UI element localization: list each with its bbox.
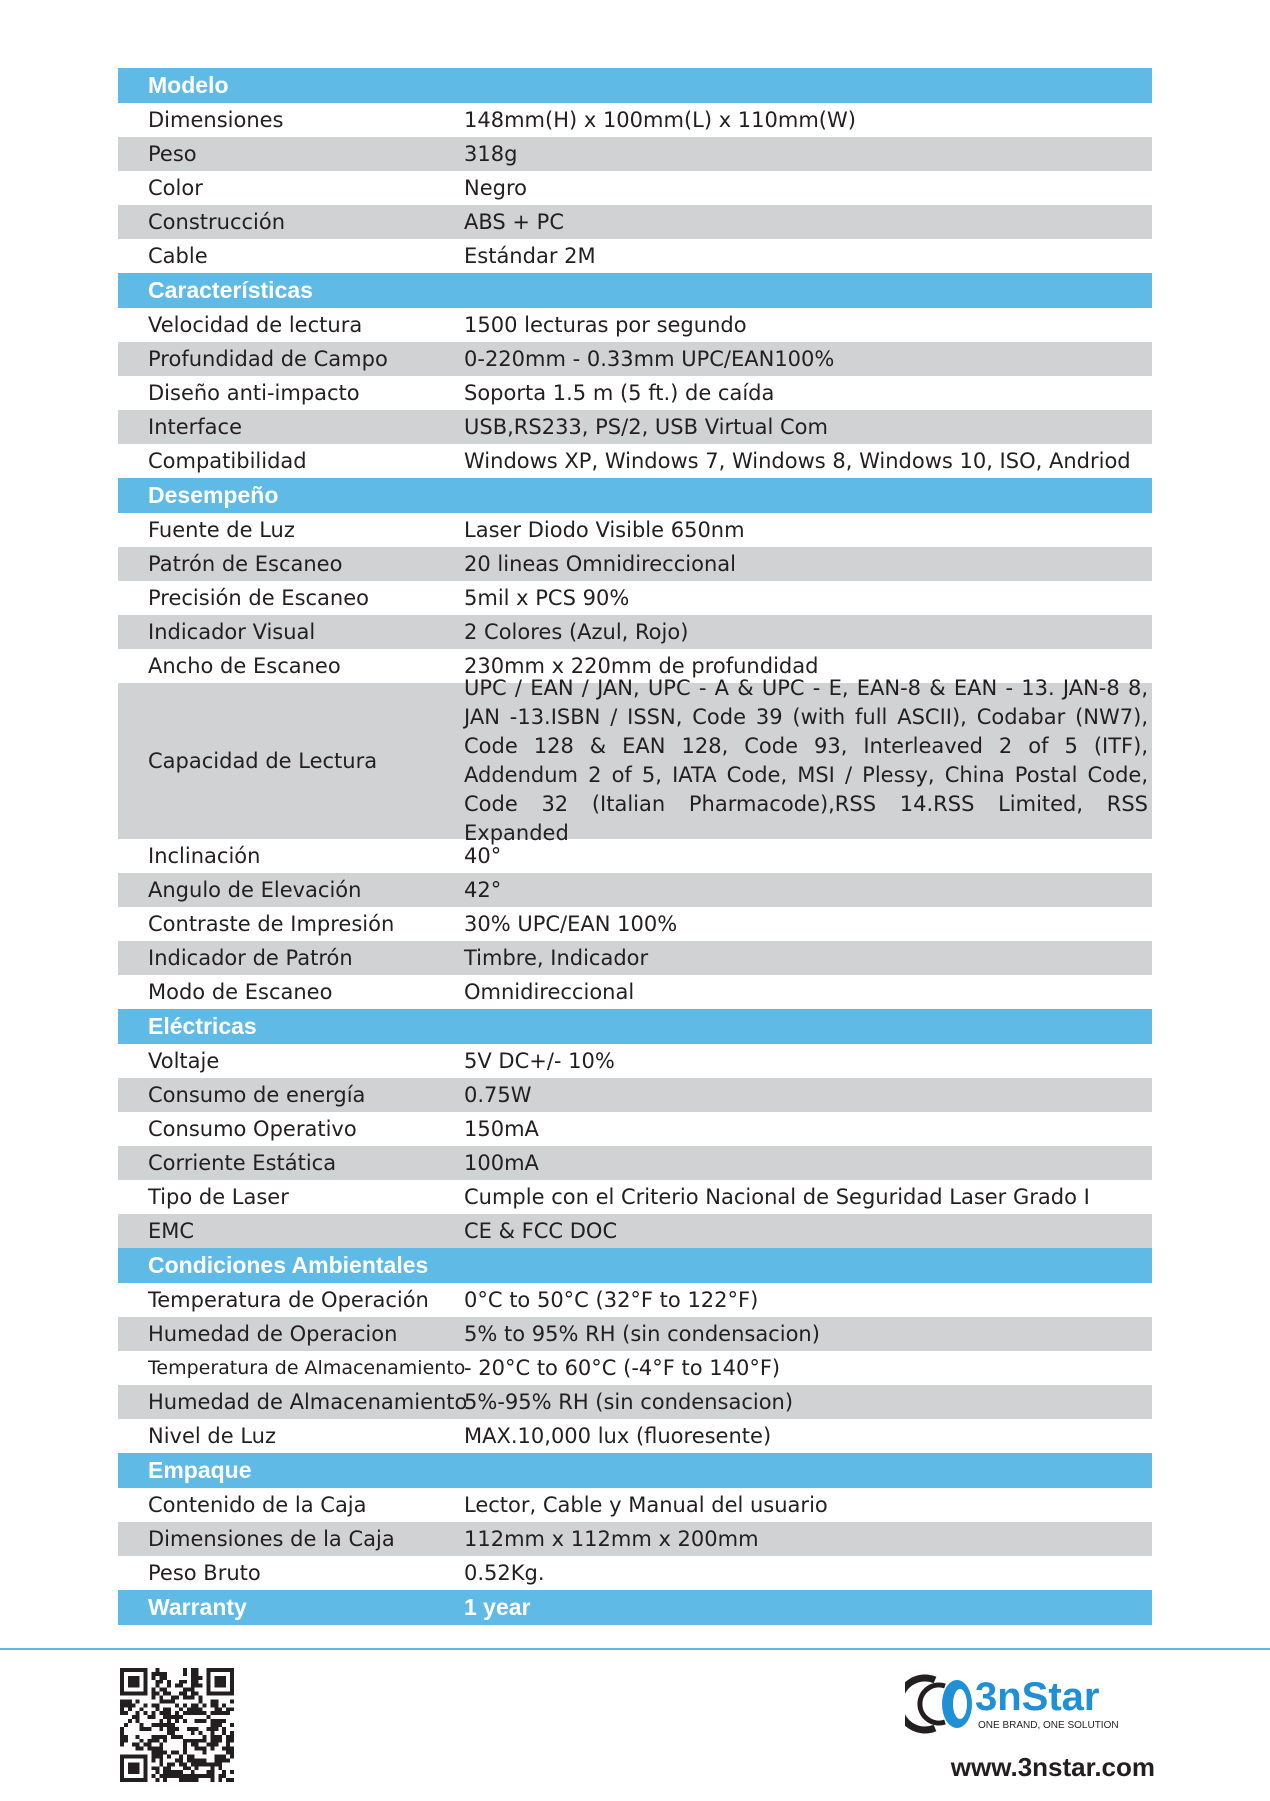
spec-value: Soporta 1.5 m (5 ft.) de caída [464,381,775,405]
footer-divider [0,1648,1270,1650]
spec-label: Indicador de Patrón [148,946,353,970]
spec-value: 148mm(H) x 100mm(L) x 110mm(W) [464,108,856,132]
spec-value: 30% UPC/EAN 100% [464,912,678,936]
spec-row [118,103,1152,137]
spec-label: Modo de Escaneo [148,980,333,1004]
section-title: Condiciones Ambientales [148,1252,429,1278]
section-title: Desempeño [148,482,279,508]
spec-value: 5V DC+/- 10% [464,1049,615,1073]
spec-label: Humedad de Almacenamiento [148,1390,468,1414]
spec-row [118,547,1152,581]
spec-row [118,205,1152,239]
spec-label: Temperatura de Almacenamiento [148,1357,466,1379]
spec-label: Voltaje [148,1049,220,1073]
spec-label: Diseño anti-impacto [148,381,360,405]
spec-value: 112mm x 112mm x 200mm [464,1527,759,1551]
spec-label: Construcción [148,210,286,234]
section-header-electricas [118,1009,1152,1044]
website-url: www.3nstar.com [950,1752,1155,1782]
spec-value: CE & FCC DOC [464,1219,618,1243]
spec-label: Velocidad de lectura [148,313,363,337]
spec-row [118,1556,1152,1590]
spec-row [118,1180,1152,1214]
spec-value: - 20°C to 60°C (-4°F to 140°F) [464,1356,781,1380]
section-header-modelo [118,68,1152,103]
spec-row [118,581,1152,615]
spec-label: Color [148,176,203,200]
spec-row [118,1078,1152,1112]
spec-row [118,1351,1152,1385]
spec-row [118,1488,1152,1522]
spec-label: Dimensiones [148,108,284,132]
spec-value: 5mil x PCS 90% [464,586,630,610]
spec-label: Dimensiones de la Caja [148,1527,395,1551]
spec-label: Fuente de Luz [148,518,295,542]
spec-value: Estándar 2M [464,244,596,268]
section-header-caracteristicas [118,273,1152,308]
spec-row [118,1419,1152,1453]
3nstar-logo-icon [905,1666,1155,1742]
section-header-empaque [118,1453,1152,1488]
spec-label: Consumo Operativo [148,1117,357,1141]
spec-value: Lector, Cable y Manual del usuario [464,1493,828,1517]
spec-row [118,513,1152,547]
spec-label: Capacidad de Lectura [148,749,378,773]
spec-label: Profundidad de Campo [148,347,388,371]
spec-row [118,615,1152,649]
section-header-condiciones-ambientales [118,1248,1152,1283]
spec-label: Cable [148,244,208,268]
spec-value: 230mm x 220mm de profundidad [464,654,819,678]
spec-value-line: Code 128 & EAN 128, Code 93, Interleaved 2 of 5 (ITF), [464,734,1148,758]
spec-row [118,1283,1152,1317]
brand-name: 3nStar [975,1675,1100,1719]
spec-value: 150mA [464,1117,539,1141]
spec-value: 318g [464,142,518,166]
spec-value: 0.75W [464,1083,532,1107]
spec-value: 40° [464,844,502,868]
spec-value-multiline [464,674,1152,848]
spec-value: 0.52Kg. [464,1561,545,1585]
spec-value-line: Code 32 (Italian Pharmacode),RSS 14.RSS Limited, RSS Expanded [464,792,1148,845]
spec-value: Omnidireccional [464,980,635,1004]
spec-value: 100mA [464,1151,539,1175]
spec-value: Cumple con el Criterio Nacional de Seguridad Laser Grado I [464,1185,1090,1209]
spec-label: Corriente Estática [148,1151,337,1175]
spec-row [118,342,1152,376]
spec-row [118,1317,1152,1351]
spec-row [118,410,1152,444]
spec-value: MAX.10,000 lux (fluoresente) [464,1424,772,1448]
spec-row [118,171,1152,205]
spec-row [118,1385,1152,1419]
spec-row [118,1522,1152,1556]
spec-value: 5%-95% RH (sin condensacion) [464,1390,794,1414]
spec-label: Patrón de Escaneo [148,552,343,576]
spec-row [118,1146,1152,1180]
spec-table [118,68,1152,1625]
spec-row [118,308,1152,342]
spec-value: Laser Diodo Visible 650nm [464,518,745,542]
spec-label: Contraste de Impresión [148,912,395,936]
section-title: Empaque [148,1457,252,1483]
spec-row [118,907,1152,941]
spec-label: Tipo de Laser [148,1185,289,1209]
warranty-value: 1 year [464,1594,531,1620]
spec-row [118,975,1152,1009]
section-title: Modelo [148,72,229,98]
spec-label: Precisión de Escaneo [148,586,370,610]
spec-row [118,873,1152,907]
spec-row [118,376,1152,410]
spec-label: EMC [148,1219,195,1243]
spec-label: Temperatura de Operación [148,1288,429,1312]
spec-row [118,1214,1152,1248]
warranty-bar [118,1590,1152,1625]
spec-row [118,239,1152,273]
warranty-label: Warranty [148,1594,247,1620]
spec-value-line: UPC / EAN / JAN, UPC - A & UPC - E, EAN-8 & EAN - 13. JAN-8 8, [464,676,1148,700]
spec-row [118,941,1152,975]
spec-label: Consumo de energía [148,1083,366,1107]
spec-row [118,1044,1152,1078]
spec-row [118,1112,1152,1146]
spec-value: 20 lineas Omnidireccional [464,552,736,576]
spec-label: Peso [148,142,197,166]
spec-value: 0°C to 50°C (32°F to 122°F) [464,1288,759,1312]
spec-value: 0-220mm - 0.33mm UPC/EAN100% [464,347,835,371]
spec-label: Nivel de Luz [148,1424,276,1448]
spec-label: Indicador Visual [148,620,316,644]
spec-value: Timbre, Indicador [464,946,649,970]
section-title: Características [148,277,313,303]
section-header-desempeno [118,478,1152,513]
spec-value: 2 Colores (Azul, Rojo) [464,620,689,644]
spec-value-line: JAN -13.ISBN / ISSN, Code 39 (with full ASCII), Codabar (NW7), [464,705,1148,729]
spec-label: Interface [148,415,243,439]
spec-row-reading-capacity [118,676,1152,845]
section-title: Eléctricas [148,1013,257,1039]
spec-value: ABS + PC [464,210,565,234]
spec-value: Windows XP, Windows 7, Windows 8, Windows 10, ISO, Andriod [464,449,1131,473]
spec-label: Contenido de la Caja [148,1493,367,1517]
spec-label: Compatibilidad [148,449,307,473]
spec-value: 42° [464,878,502,902]
spec-row [118,839,1152,873]
spec-value: 5% to 95% RH (sin condensacion) [464,1322,820,1346]
spec-label: Inclinación [148,844,261,868]
spec-label: Ancho de Escaneo [148,654,341,678]
brand-tagline: ONE BRAND, ONE SOLUTION [978,1720,1119,1731]
spec-value: USB,RS233, PS/2, USB Virtual Com [464,415,828,439]
spec-label: Peso Bruto [148,1561,261,1585]
spec-label: Angulo de Elevación [148,878,362,902]
spec-value: 1500 lecturas por segundo [464,313,747,337]
qr-code-icon [120,1668,234,1782]
spec-value-line: Addendum 2 of 5, IATA Code, MSI / Plessy, China Postal Code, [464,763,1148,787]
logo-mark-icon [905,1678,972,1730]
spec-value: Negro [464,176,527,200]
spec-row [118,137,1152,171]
spec-row [118,444,1152,478]
spec-label: Humedad de Operacion [148,1322,398,1346]
